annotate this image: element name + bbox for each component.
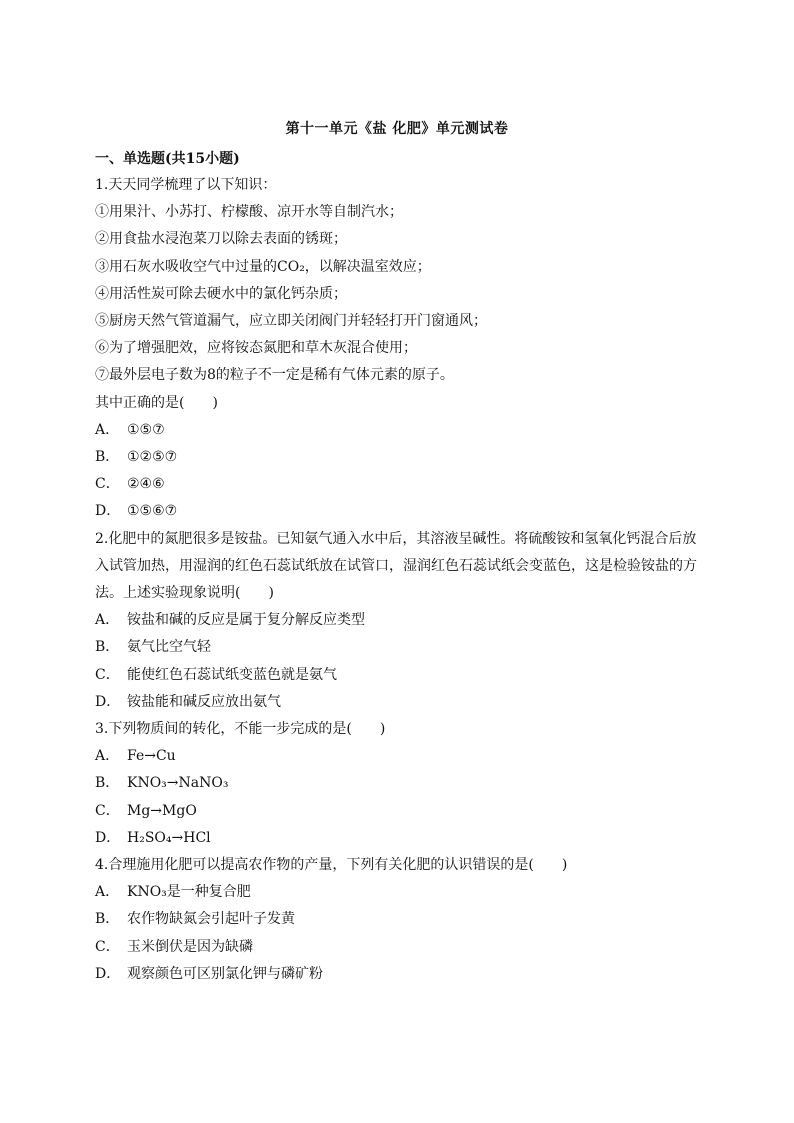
option-letter: B． — [95, 775, 120, 792]
question-4 — [95, 852, 700, 988]
statement: ②用食盐水浸泡菜刀以除去表面的锈斑； — [95, 231, 347, 248]
statement: ⑤厨房天然气管道漏气，应立即关闭阀门并轻轻打开门窗通风； — [95, 313, 487, 330]
statement: ③用石灰水吸收空气中过量的CO₂，以解决温室效应； — [95, 258, 431, 275]
option-text: ②④⑥ — [127, 476, 165, 493]
option-letter: B． — [95, 449, 120, 466]
option-d — [95, 825, 700, 852]
question-stem: 1.天天同学梳理了以下知识： — [95, 177, 277, 193]
question-list — [95, 172, 700, 988]
option-b — [95, 444, 700, 471]
option-letter: A． — [95, 421, 120, 438]
option-c — [95, 798, 700, 825]
option-text: 玉米倒伏是因为缺磷 — [127, 938, 253, 955]
option-letter: A． — [95, 612, 120, 629]
option-text: KNO₃→NaNO₃ — [127, 775, 229, 792]
option-d — [95, 689, 700, 716]
option-text: 氨气比空气轻 — [127, 639, 211, 656]
option-letter: D． — [95, 829, 121, 846]
option-letter: A． — [95, 884, 120, 901]
option-letter: B． — [95, 639, 120, 656]
option-text: H₂SO₄→HCl — [127, 829, 211, 846]
option-c — [95, 934, 700, 961]
option-c — [95, 662, 700, 689]
question-stem: 3.下列物质间的转化，不能一步完成的是( ) — [95, 721, 386, 738]
option-text: KNO₃是一种复合肥 — [127, 884, 251, 901]
option-c — [95, 471, 700, 498]
option-text: ①②⑤⑦ — [127, 449, 178, 466]
option-letter: A． — [95, 748, 120, 765]
question-stem: 4.合理施用化肥可以提高农作物的产量，下列有关化肥的认识错误的是( ) — [95, 857, 568, 874]
question-stem: 2.化肥中的氮肥很多是铵盐。已知氨气通入水中后，其溶液呈碱性。将硫酸铵和氢氧化钙混合后放入试管加热，用湿润的红色石蕊试纸放在试管口，湿润红色石蕊试纸会变蓝色，这是检验铵盐的方法。上述实验现象说明( ) — [95, 530, 697, 602]
question-prompt: 其中正确的是( ) — [95, 394, 218, 411]
option-text: Mg→MgO — [127, 802, 197, 819]
option-letter: B． — [95, 911, 120, 928]
option-b — [95, 906, 700, 933]
page-title: 第十一单元《盐 化肥》单元测试卷 — [285, 121, 509, 137]
option-a — [95, 879, 700, 906]
section-heading: 一、单选题(共15小题) — [95, 151, 240, 167]
option-letter: D． — [95, 965, 121, 982]
question-3 — [95, 716, 700, 852]
option-letter: C． — [95, 938, 120, 955]
option-text: 农作物缺氮会引起叶子发黄 — [127, 911, 295, 928]
option-a — [95, 607, 700, 634]
option-text: 铵盐能和碱反应放出氨气 — [127, 693, 281, 710]
option-b — [95, 634, 700, 661]
option-d — [95, 961, 700, 988]
statement: ⑥为了增强肥效，应将铵态氮肥和草木灰混合使用； — [95, 340, 417, 357]
option-a — [95, 743, 700, 770]
option-a — [95, 417, 700, 444]
option-letter: D． — [95, 503, 121, 520]
statement: ⑦最外层电子数为8的粒子不一定是稀有气体元素的原子。 — [95, 367, 454, 384]
option-letter: C． — [95, 666, 120, 683]
option-text: ①⑤⑥⑦ — [127, 503, 178, 520]
question-1 — [95, 172, 700, 526]
option-d — [95, 498, 700, 525]
option-text: ①⑤⑦ — [127, 421, 165, 438]
option-b — [95, 770, 700, 797]
option-text: 铵盐和碱的反应是属于复分解反应类型 — [127, 612, 365, 629]
option-text: 观察颜色可区别氯化钾与磷矿粉 — [127, 965, 323, 982]
option-letter: C． — [95, 476, 120, 493]
option-letter: D． — [95, 693, 121, 710]
question-2 — [95, 526, 700, 716]
statement: ④用活性炭可除去硬水中的氯化钙杂质； — [95, 285, 347, 302]
option-text: 能使红色石蕊试纸变蓝色就是氨气 — [127, 666, 337, 683]
option-text: Fe→Cu — [127, 748, 176, 765]
option-letter: C． — [95, 802, 120, 819]
statement: ①用果汁、小苏打、柠檬酸、凉开水等自制汽水； — [95, 204, 403, 221]
